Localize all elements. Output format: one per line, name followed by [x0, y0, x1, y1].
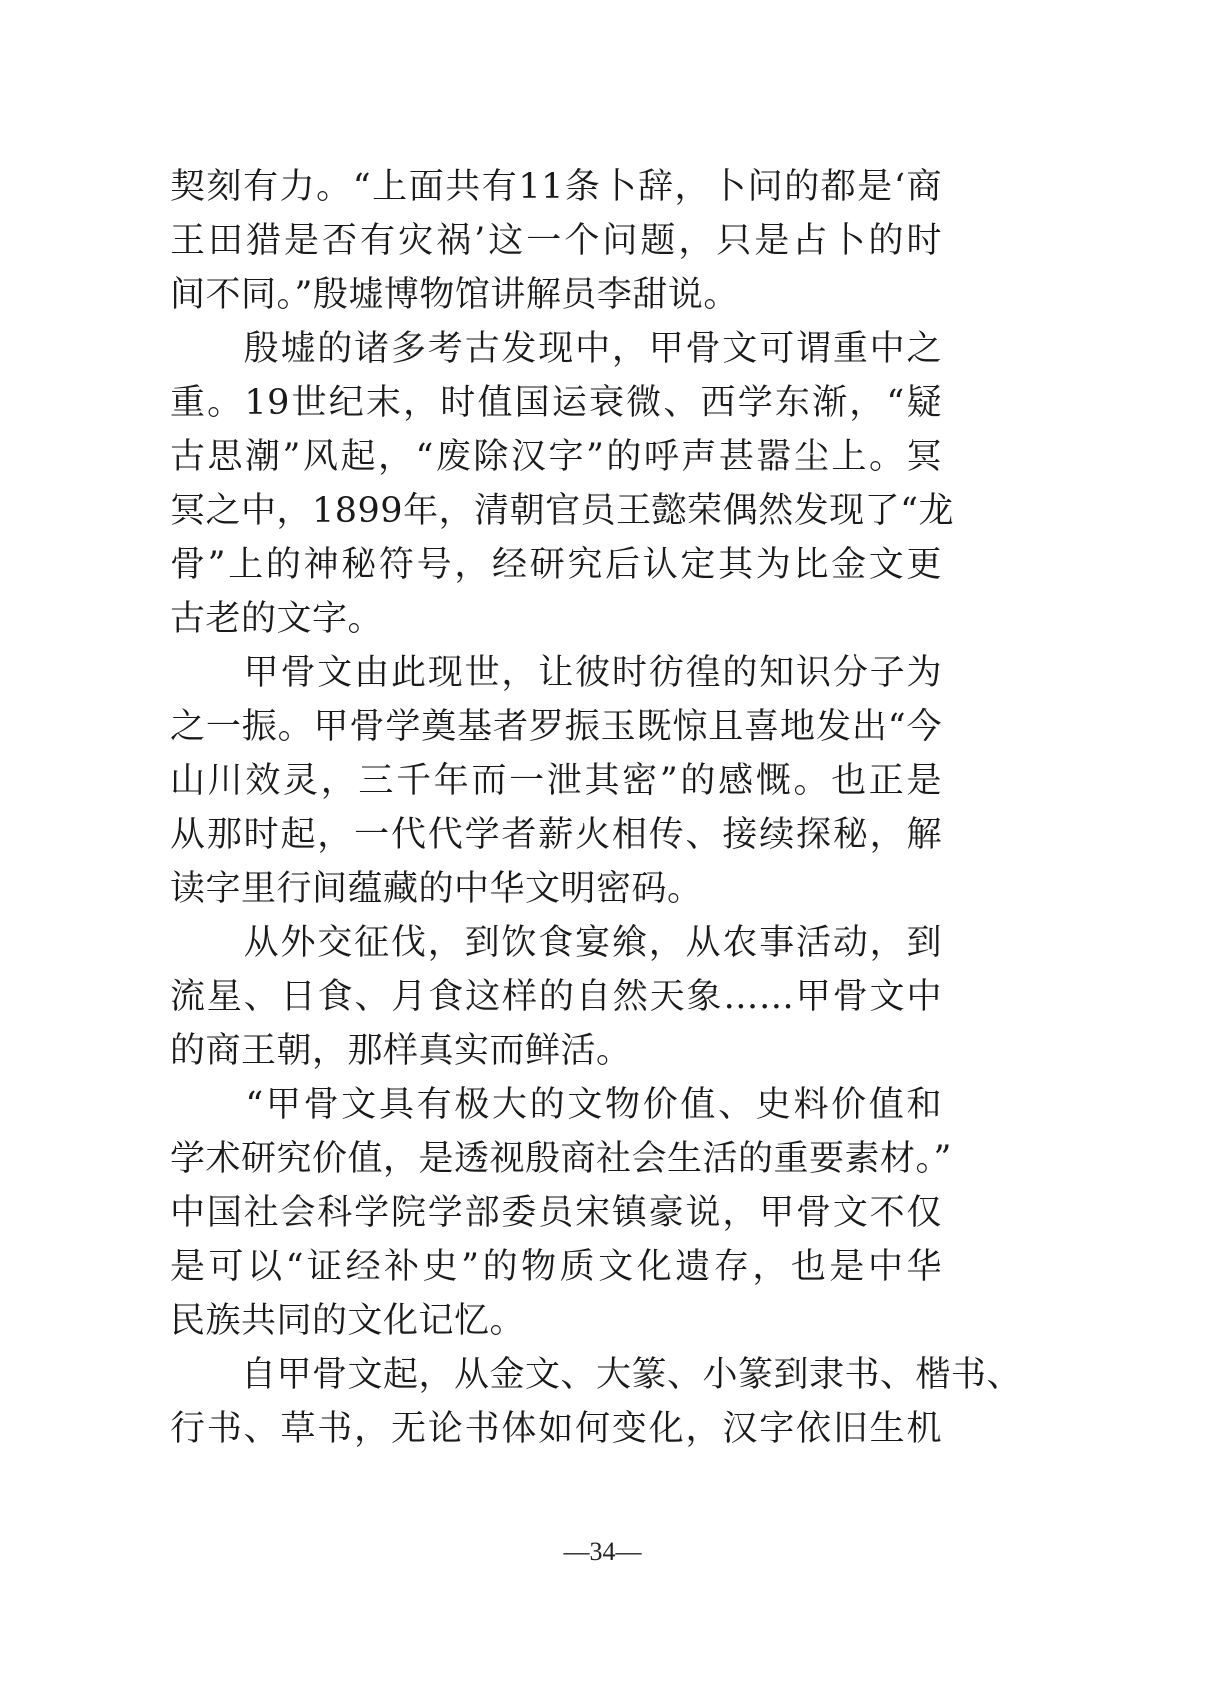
- text-line: 殷墟的诸多考古发现中，甲骨文可谓重中之: [170, 329, 942, 369]
- text-line: 重。19世纪末，时值国运衰微、西学东渐，“疑: [170, 383, 942, 423]
- text-line: 古老的文字。: [170, 599, 384, 639]
- page-number: —34—: [563, 1537, 642, 1566]
- text-line: 行书、草书，无论书体如何变化，汉字依旧生机: [170, 1409, 942, 1449]
- text-line: 王田猎是否有灾祸’这一个问题，只是占卜的时: [170, 221, 942, 261]
- text-line: 自甲骨文起，从金文、大篆、小篆到隶书、楷书、: [170, 1355, 1023, 1395]
- text-line: 民族共同的文化记忆。: [170, 1301, 526, 1341]
- text-line: 学术研究价值，是透视殷商社会生活的重要素材。”: [170, 1139, 952, 1179]
- document-body: [170, 160, 1023, 1456]
- text-line: 读字里行间蕴藏的中华文明密码。: [170, 869, 703, 909]
- text-line: “甲骨文具有极大的文物价值、史料价值和: [170, 1085, 942, 1125]
- text-line: 间不同。”殷墟博物馆讲解员李甜说。: [170, 275, 739, 315]
- text-line: 山川效灵，三千年而一泄其密”的感慨。也正是: [170, 761, 942, 801]
- text-line: 骨”上的神秘符号，经研究后认定其为比金文更: [170, 545, 942, 585]
- text-line: 冥之中，1899年，清朝官员王懿荣偶然发现了“龙: [170, 491, 954, 531]
- text-line: 甲骨文由此现世，让彼时彷徨的知识分子为: [170, 653, 942, 693]
- text-line: 是可以“证经补史”的物质文化遗存，也是中华: [170, 1247, 942, 1287]
- text-line: 从外交征伐，到饮食宴飨，从农事活动，到: [170, 923, 942, 963]
- text-line: 的商王朝，那样真实而鲜活。: [170, 1031, 632, 1071]
- text-line: 之一振。甲骨学奠基者罗振玉既惊且喜地发出“今: [170, 707, 942, 747]
- text-line: 古思潮”风起，“废除汉字”的呼声甚嚣尘上。冥: [170, 437, 942, 477]
- text-line: 从那时起，一代代学者薪火相传、接续探秘，解: [170, 815, 942, 855]
- text-line: 中国社会科学院学部委员宋镇豪说，甲骨文不仅: [170, 1193, 942, 1233]
- text-line: 契刻有力。“上面共有11条卜辞，卜问的都是‘商: [170, 167, 942, 207]
- text-line: 流星、日食、月食这样的自然天象……甲骨文中: [170, 977, 942, 1017]
